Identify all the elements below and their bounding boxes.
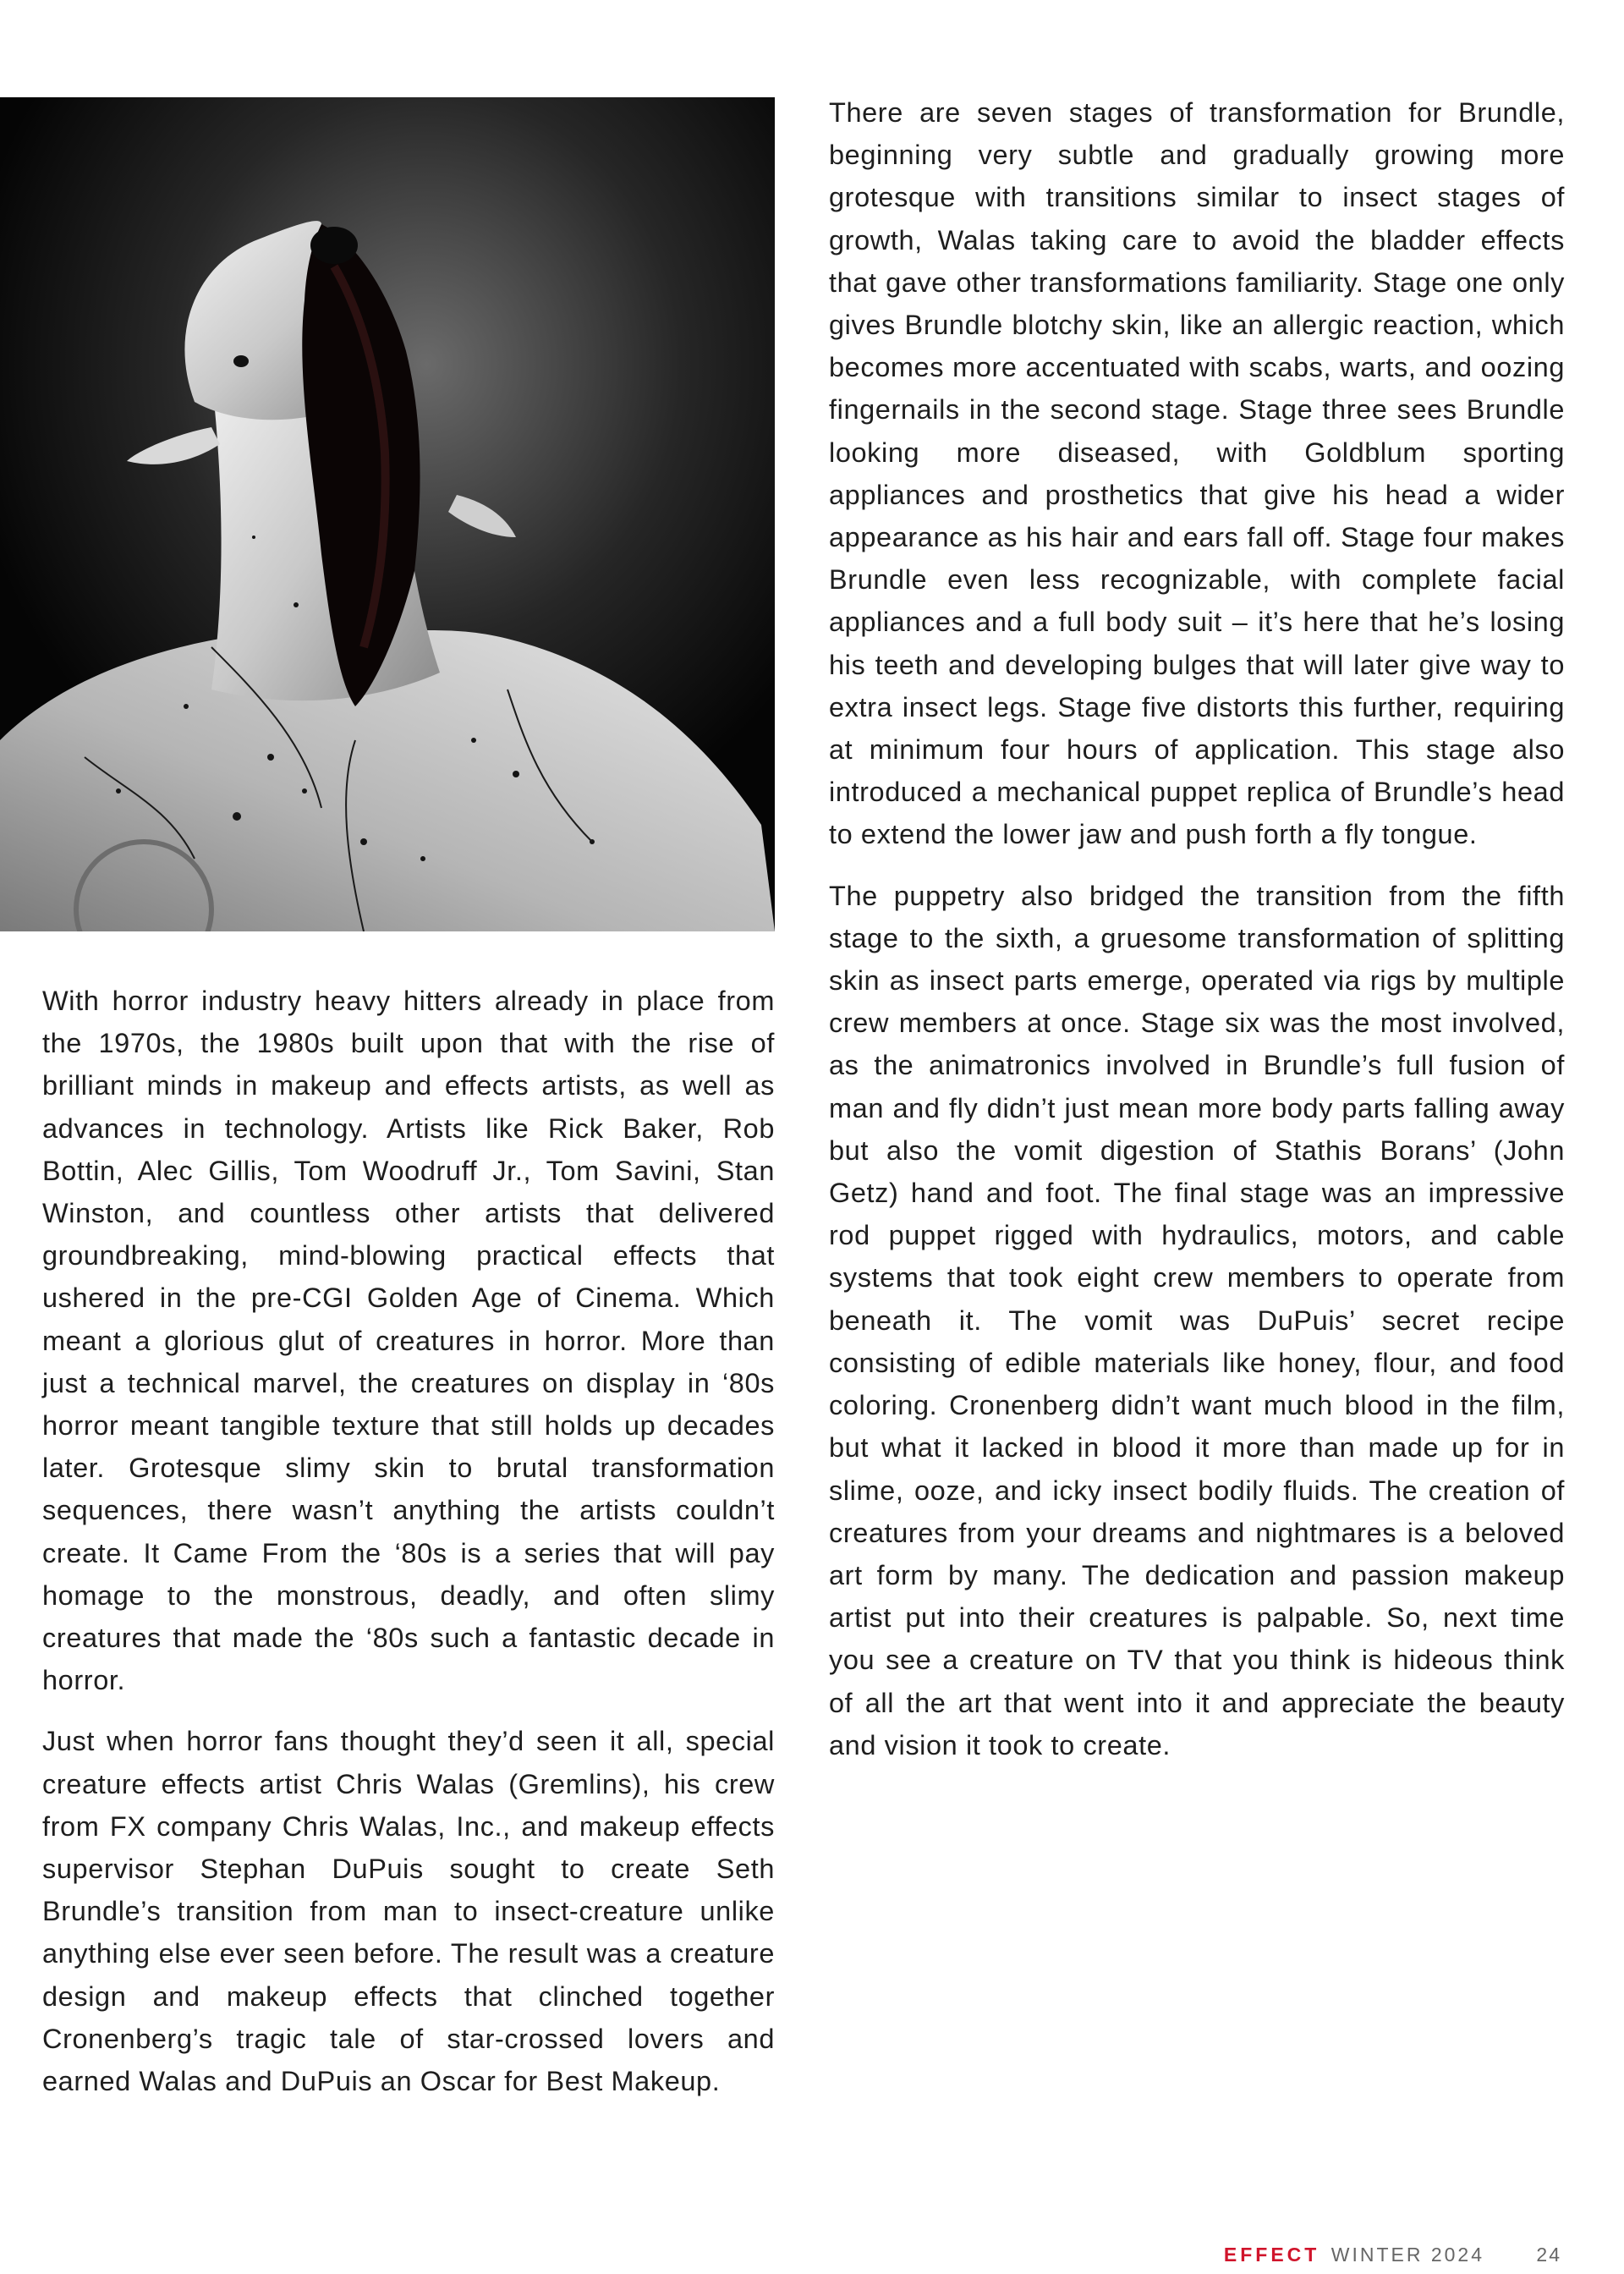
creature-photo <box>0 97 775 931</box>
body-paragraph: With horror industry heavy hitters already in place from the 1970s, the 1980s built upon that with the rise of brilliant minds in makeup and effects artists, as well as advances in technology. Artists like Rick Baker, Rob Bottin, Alec Gillis, Tom Woodruff Jr., Tom Savini, Stan Winston, and countless other artists that delivered groundbreaking, mind-blowing practical effects that ushered in the pre-CGI Golden Age of Cinema. Which meant a glorious glut of creatures in horror. More than just a technical marvel, the creatures on display in ‘80s horror meant tangible texture that still holds up decades later. Grotesque slimy skin to brutal transformation sequences, there wasn’t anything the artists couldn’t create. It Came From the ‘80s is a series that will pay homage to the monstrous, deadly, and often slimy creatures that made the ‘80s such a fantastic decade in horror. <box>42 986 775 1696</box>
body-paragraph: The puppetry also bridged the transition from the fifth stage to the sixth, a gruesome transformation of splitting skin as insect parts emerge, operated via rigs by multiple crew members at once. Stage six was the most involved, as the animatronics involved in Brundle’s full fusion of man and fly didn’t just mean more body parts falling away but also the vomit digestion of Stathis Borans’ (John Getz) hand and foot. The final stage was an impressive rod puppet rigged with hydraulics, motors, and cable systems that took eight crew members to operate from beneath it. The vomit was DuPuis’ secret recipe consisting of edible materials like honey, flour, and food coloring. Cronenberg didn’t want much blood in the film, but what it lacked in blood it more than made up for in slime, ooze, and icky insect bodily fluids. The creation of creatures from your dreams and nightmares is a beloved art form by many. The dedication and passion makeup artist put into their creatures is palpable. So, next time you see a creature on TV that you think is hideous think of all the art that went into it and appreciate the beauty and vision it took to create. <box>829 880 1565 1760</box>
body-paragraph: There are seven stages of transformation for Brundle, beginning very subtle and gradually growing more grotesque with transitions similar to insect stages of growth, Walas taking care to avoid the bladder effects that gave other transformations familiarity. Stage one only gives Brundle blotchy skin, like an allergic reaction, which becomes more accentuated with scabs, warts, and oozing fingernails in the second stage. Stage three sees Brundle looking more diseased, with Goldblum sporting appliances and prosthetics that give his head a wider appearance as his hair and ears fall off. Stage four makes Brundle even less recognizable, with complete facial appliances and a full body suit – it’s here that he’s losing his teeth and developing bulges that will later give way to extra insect legs. Stage five distorts this further, requiring at minimum four hours of application. This stage also introduced a mechanical puppet replica of Brundle’s head to extend the lower jaw and push forth a fly tongue. <box>829 97 1565 850</box>
left-column <box>42 980 775 2121</box>
body-paragraph: Just when horror fans thought they’d seen it all, special creature effects artist Chris Walas (Gremlins), his crew from FX company Chris Walas, Inc., and makeup effects supervisor Stephan DuPuis sought to create Seth Brundle’s transition from man to insect-creature unlike anything else ever seen before. The result was a creature design and makeup effects that clinched together Cronenberg’s tragic tale of star-crossed lovers and earned Walas and DuPuis an Oscar for Best Makeup. <box>42 1726 775 2097</box>
creature-bust-illustration <box>0 97 775 931</box>
magazine-name: EFFECT <box>1223 2244 1320 2266</box>
right-column <box>829 91 1565 1785</box>
page-footer <box>1224 2242 1561 2267</box>
page-number: 24 <box>1536 2244 1561 2266</box>
issue-label: WINTER 2024 <box>1330 2244 1485 2266</box>
